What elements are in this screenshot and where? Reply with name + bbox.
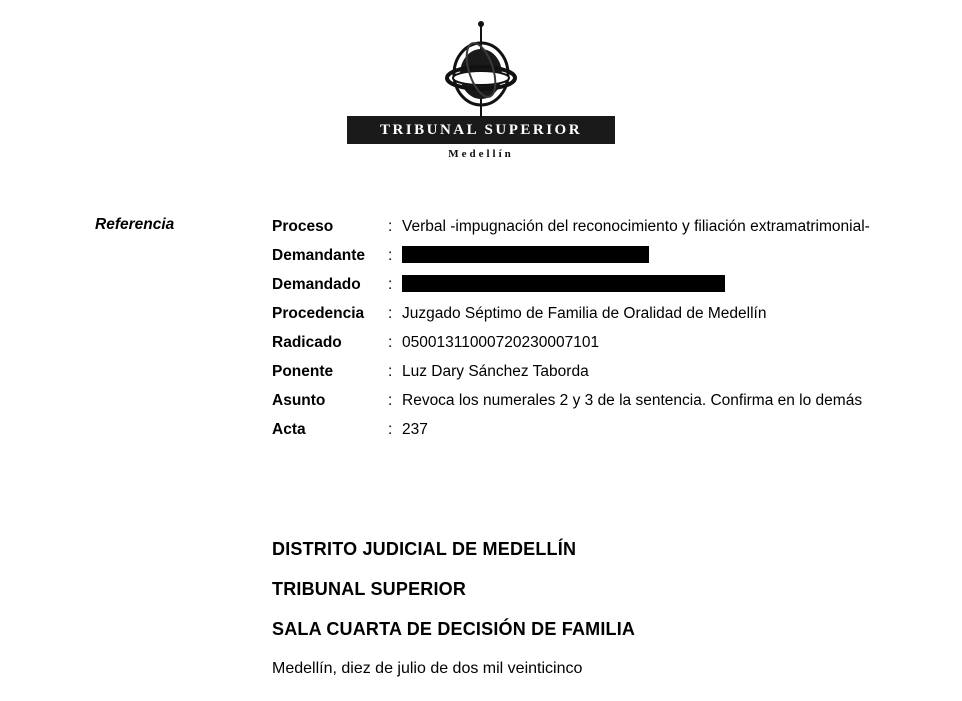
row-colon: :	[388, 392, 393, 409]
reference-table	[272, 212, 912, 444]
row-colon: :	[388, 363, 393, 380]
court-logo	[347, 18, 615, 160]
row-key: Ponente	[272, 363, 334, 380]
row-colon: :	[388, 218, 393, 235]
row-value: Verbal -impugnación del reconocimiento y filiación extramatrimonial-	[402, 218, 870, 235]
row-value: Juzgado Séptimo de Familia de Oralidad de Medellín	[402, 305, 767, 322]
row-value-redacted	[402, 270, 912, 299]
row-key: Acta	[272, 421, 306, 438]
table-row	[272, 386, 912, 415]
row-key: Proceso	[272, 218, 334, 235]
redaction-bar	[402, 275, 725, 292]
row-key: Asunto	[272, 392, 326, 409]
table-row	[272, 241, 912, 270]
row-colon: :	[388, 276, 393, 293]
row-colon: :	[388, 247, 393, 264]
row-key: Procedencia	[272, 305, 365, 322]
institution-city: Medellín	[448, 148, 514, 160]
row-value-redacted	[402, 241, 912, 270]
reference-label: Referencia	[95, 216, 175, 233]
row-value: Revoca los numerales 2 y 3 de la sentencia. Confirma en lo demás	[402, 392, 863, 409]
heading-court: TRIBUNAL SUPERIOR	[272, 579, 467, 599]
letterhead	[0, 18, 962, 160]
table-row	[272, 357, 912, 386]
row-value: Luz Dary Sánchez Taborda	[402, 363, 589, 380]
table-row	[272, 270, 912, 299]
row-colon: :	[388, 305, 393, 322]
row-value: 05001311000720230007101	[402, 334, 600, 351]
dateline: Medellín, diez de julio de dos mil veinticinco	[272, 660, 583, 677]
heading-district: DISTRITO JUDICIAL DE MEDELLÍN	[272, 539, 577, 559]
row-colon: :	[388, 421, 393, 438]
heading-chamber: SALA CUARTA DE DECISIÓN DE FAMILIA	[272, 619, 636, 639]
redaction-bar	[402, 246, 649, 263]
table-row	[272, 212, 912, 241]
row-key: Demandado	[272, 276, 361, 293]
table-row	[272, 415, 912, 444]
row-value: 237	[402, 421, 428, 438]
row-colon: :	[388, 334, 393, 351]
row-key: Radicado	[272, 334, 342, 351]
armillary-sphere-icon	[433, 18, 529, 122]
row-key: Demandante	[272, 247, 366, 264]
table-row	[272, 328, 912, 357]
table-row	[272, 299, 912, 328]
institution-name: TRIBUNAL SUPERIOR	[347, 116, 615, 144]
